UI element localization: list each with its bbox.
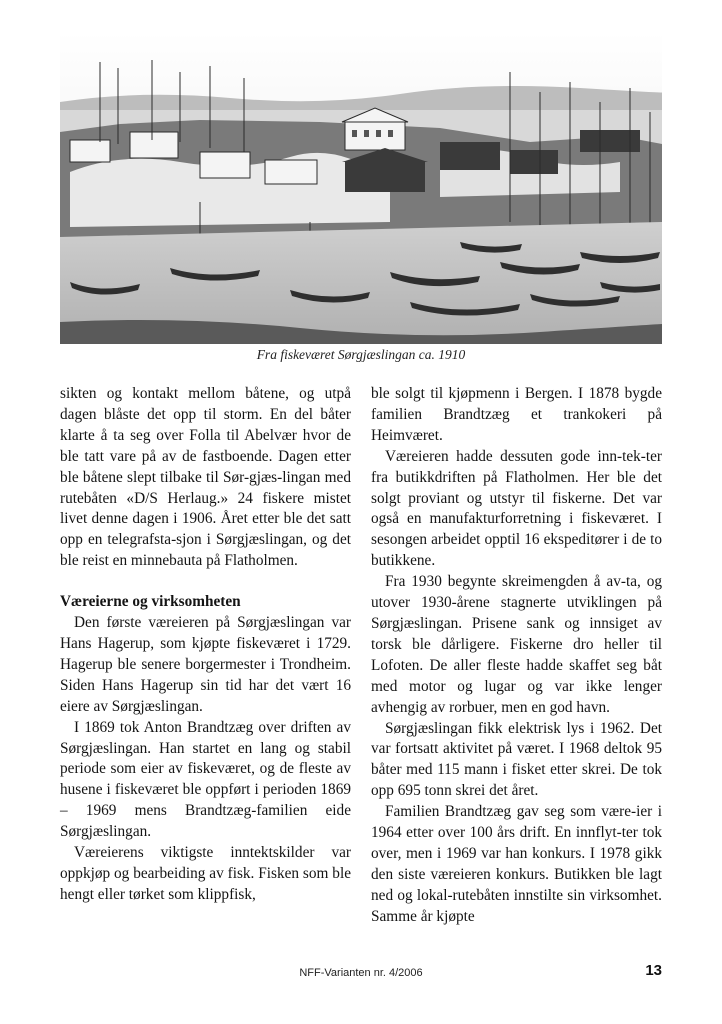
photo-caption: Fra fiskeværet Sørgjæslingan ca. 1910 bbox=[256, 347, 466, 362]
paragraph: sikten og kontakt mellom båtene, og utpå dagen blåste det opp til storm. En del båter klarte å ta seg over Folla til Abelvær hvor de ble tatt vare på av de fastboende. Dagen etter ble båtene slept tilbake til Sør-gjæs-lingan med rutebåten «D/S Herlaug.» 24 fiskere mistet livet denne dagen i 1906. Året etter ble det satt opp en telegrafsta-sjon i Sørgjæslingan, og det ble reist en minnebauta på Flatholmen. bbox=[60, 385, 351, 570]
paragraph: Fra 1930 begynte skreimengden å av-ta, og utover 1930-årene stagnerte utviklingen på Sørgjæslingan. Prisene sank og innsiget av torsk ble dårligere. Fiskerne dro heller til Lofoten. De aller fleste hadde skaffet seg båt med motor og lugar og var ikke lenger avhengig av rorbuer, men en god havn. bbox=[371, 573, 662, 716]
paragraph: Væreieren hadde dessuten gode inn-tek-ter fra butikkdriften på Flatholmen. Her ble det solgt proviant og utstyr til fiskerne. Det var også en manufakturforretning i fiskeværet. I sesongen arbeidet opptil 16 ekspeditører i de to butikkene. bbox=[371, 447, 662, 570]
left-column bbox=[60, 384, 351, 906]
page-number: 13 bbox=[645, 962, 662, 979]
harbour-photo bbox=[60, 32, 662, 344]
paragraph: Væreierens viktigste inntektskilder var oppkjøp og bearbeiding av fisk. Fisken som ble hengt eller tørket som klippfisk, bbox=[60, 844, 351, 903]
paragraph: Sørgjæslingan fikk elektrisk lys i 1962. Det var fortsatt aktivitet på været. I 1968 deltok 95 båter med 115 mann i fisket etter skrei. De tok opp 695 tonn skrei det året. bbox=[371, 719, 662, 800]
paragraph: I 1869 tok Anton Brandtzæg over driften av Sørgjæslingan. Han startet en lang og stabil periode som eier av fiskeværet, og de fleste av husene i fiskeværet ble oppført i perioden 1869 – 1969 mens Brandtzæg-familien eide Sørgjæslingan. bbox=[60, 718, 351, 841]
section-heading: Væreierne og virksomheten bbox=[60, 593, 241, 611]
paragraph: Den første væreieren på Sørgjæslingan var Hans Hagerup, som kjøpte fiskeværet i 1729. Hagerup ble senere borgermester i Trondheim. Siden Hans Hagerup sin tid har det vært 16 eiere av Sørgjæslingan. bbox=[60, 614, 351, 715]
historic-harbour-photo-icon bbox=[60, 32, 662, 344]
paragraph: Familien Brandtzæg gav seg som være-ier i 1964 etter over 100 års drift. En innflyt-ter tok over, men i 1969 var han konkurs. I 1978 gikk den siste væreieren konkurs. Butikken ble lagt ned og lokal-rutebåten innstilte sin virksomhet. Samme år kjøpte bbox=[371, 803, 662, 925]
paragraph: ble solgt til kjøpmenn i Bergen. I 1878 bygde familien Brandtzæg et trankokeri på Heimværet. bbox=[371, 385, 662, 444]
right-column bbox=[371, 384, 662, 928]
journal-footer: NFF-Varianten nr. 4/2006 bbox=[299, 967, 423, 979]
